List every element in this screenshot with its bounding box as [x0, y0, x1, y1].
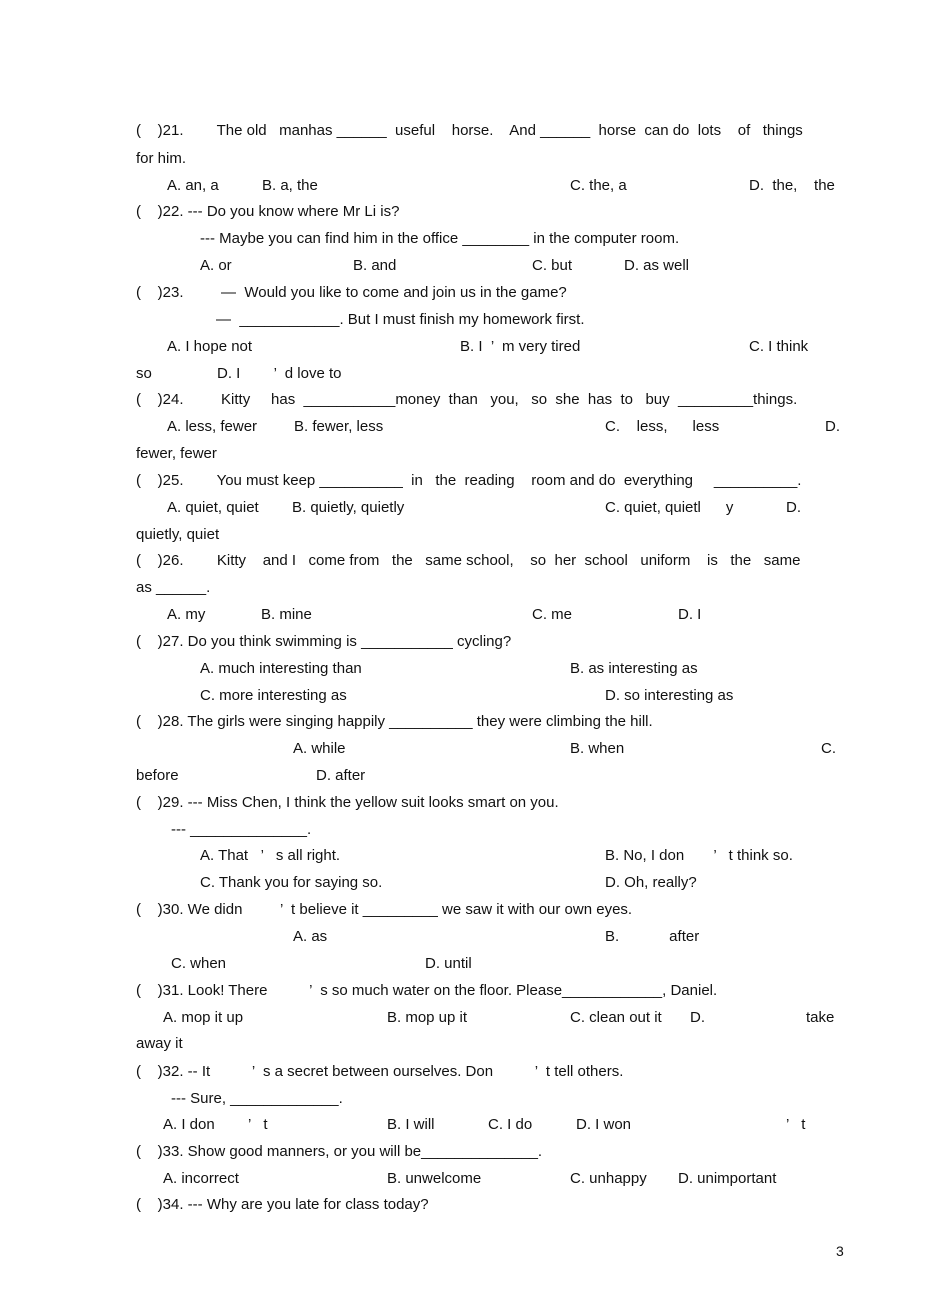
q32-option-a: A. I don ’ t: [163, 1116, 268, 1133]
q23-option-a: A. I hope not: [167, 338, 253, 355]
q33-option-b: B. unwelcome: [387, 1170, 482, 1187]
q26-stem: ( )26. Kitty and I come from the same school, so her school uniform is the same: [136, 552, 801, 569]
q32-stem: ( )32. -- It ’ s a secret between ourselves. Don ’ t tell others.: [136, 1063, 624, 1080]
q23-option-c-cont: so: [136, 365, 152, 382]
q21-stem-cont: for him.: [136, 150, 187, 167]
q33-option-d: D. unimportant: [678, 1170, 777, 1187]
q29-option-b: B. No, I don ’ t think so.: [605, 847, 793, 864]
q23-option-d: D. I ’ d love to: [217, 365, 342, 382]
q27-stem: ( )27. Do you think swimming is ___________ cycling?: [136, 633, 512, 650]
q24-option-b: B. fewer, less: [294, 418, 384, 435]
q27-option-c: C. more interesting as: [200, 687, 347, 704]
q32-option-c: C. I do: [488, 1116, 533, 1133]
q27-option-b: B. as interesting as: [570, 660, 698, 677]
q21-option-c: C. the, a: [570, 177, 627, 194]
q25-option-b: B. quietly, quietly: [292, 499, 405, 516]
q21-stem: ( )21. The old manhas ______ useful horse. And ______ horse can do lots of things: [136, 122, 803, 139]
q22-option-a: A. or: [200, 257, 232, 274]
q25-option-d-cont: quietly, quiet: [136, 526, 220, 543]
q29-stem: ( )29. --- Miss Chen, I think the yellow suit looks smart on you.: [136, 794, 559, 811]
q33-option-c: C. unhappy: [570, 1170, 647, 1187]
page-number: 3: [836, 1243, 844, 1259]
q23-reply: — ____________. But I must finish my homework first.: [216, 311, 585, 328]
q23-stem: ( )23. — Would you like to come and join us in the game?: [136, 284, 567, 301]
q29-option-c: C. Thank you for saying so.: [200, 874, 383, 891]
q23-option-b: B. I ’ m very tired: [460, 338, 581, 355]
q32-option-d-tail: ’ t: [786, 1116, 806, 1133]
q21-option-d: D. the, the: [749, 177, 835, 194]
q29-option-d: D. Oh, really?: [605, 874, 697, 891]
q24-option-d-cont: fewer, fewer: [136, 445, 217, 462]
q29-reply: --- ______________.: [171, 821, 312, 838]
q25-option-d: D.: [786, 499, 801, 516]
q21-option-b: B. a, the: [262, 177, 318, 194]
q28-option-c: C.: [821, 740, 836, 757]
q25-option-c: C. quiet, quietl y: [605, 499, 734, 516]
q22-reply: --- Maybe you can find him in the office ________ in the computer room.: [200, 230, 680, 247]
q25-option-a: A. quiet, quiet: [167, 499, 259, 516]
q30-stem: ( )30. We didn ’ t believe it _________ we saw it with our own eyes.: [136, 901, 633, 918]
q22-option-d: D. as well: [624, 257, 690, 274]
q23-option-c: C. I think: [749, 338, 809, 355]
q31-stem: ( )31. Look! There ’ s so much water on the floor. Please____________, Daniel.: [136, 982, 718, 999]
q31-option-d: D.: [690, 1009, 705, 1026]
q30-option-a: A. as: [293, 928, 328, 945]
q31-option-a: A. mop it up: [163, 1009, 244, 1026]
q22-option-c: C. but: [532, 257, 573, 274]
q28-option-c-cont: before: [136, 767, 179, 784]
q31-option-b: B. mop up it: [387, 1009, 468, 1026]
q30-option-c: C. when: [171, 955, 227, 972]
q32-option-d: D. I won: [576, 1116, 632, 1133]
q26-stem-cont: as ______.: [136, 579, 211, 596]
q30-option-b: B. after: [605, 928, 700, 945]
q28-stem: ( )28. The girls were singing happily __________ they were climbing the hill.: [136, 713, 653, 730]
q30-option-d: D. until: [425, 955, 472, 972]
q28-option-a: A. while: [293, 740, 346, 757]
q31-option-d-cont: away it: [136, 1035, 183, 1052]
q24-option-c: C. less, less: [605, 418, 720, 435]
q25-stem: ( )25. You must keep __________ in the reading room and do everything __________.: [136, 472, 802, 489]
q33-option-a: A. incorrect: [163, 1170, 239, 1187]
q27-option-a: A. much interesting than: [200, 660, 362, 677]
q26-option-b: B. mine: [261, 606, 312, 623]
q28-option-b: B. when: [570, 740, 625, 757]
q22-option-b: B. and: [353, 257, 397, 274]
q26-option-a: A. my: [167, 606, 206, 623]
q26-option-c: C. me: [532, 606, 573, 623]
q26-option-d: D. I: [678, 606, 702, 623]
q34-stem: ( )34. --- Why are you late for class today?: [136, 1196, 429, 1213]
q31-option-c: C. clean out it: [570, 1009, 662, 1026]
q22-stem: ( )22. --- Do you know where Mr Li is?: [136, 203, 400, 220]
q24-option-a: A. less, fewer: [167, 418, 258, 435]
q24-stem: ( )24. Kitty has ___________money than you, so she has to buy _________things.: [136, 391, 798, 408]
q27-option-d: D. so interesting as: [605, 687, 734, 704]
q28-option-d: D. after: [316, 767, 366, 784]
q29-option-a: A. That ’ s all right.: [200, 847, 341, 864]
q21-option-a: A. an, a: [167, 177, 219, 194]
q31-option-d-word: take: [806, 1009, 835, 1026]
q24-option-d: D.: [825, 418, 840, 435]
q33-stem: ( )33. Show good manners, or you will be______________.: [136, 1143, 543, 1160]
q32-option-b: B. I will: [387, 1116, 435, 1133]
q32-reply: --- Sure, _____________.: [171, 1090, 343, 1107]
